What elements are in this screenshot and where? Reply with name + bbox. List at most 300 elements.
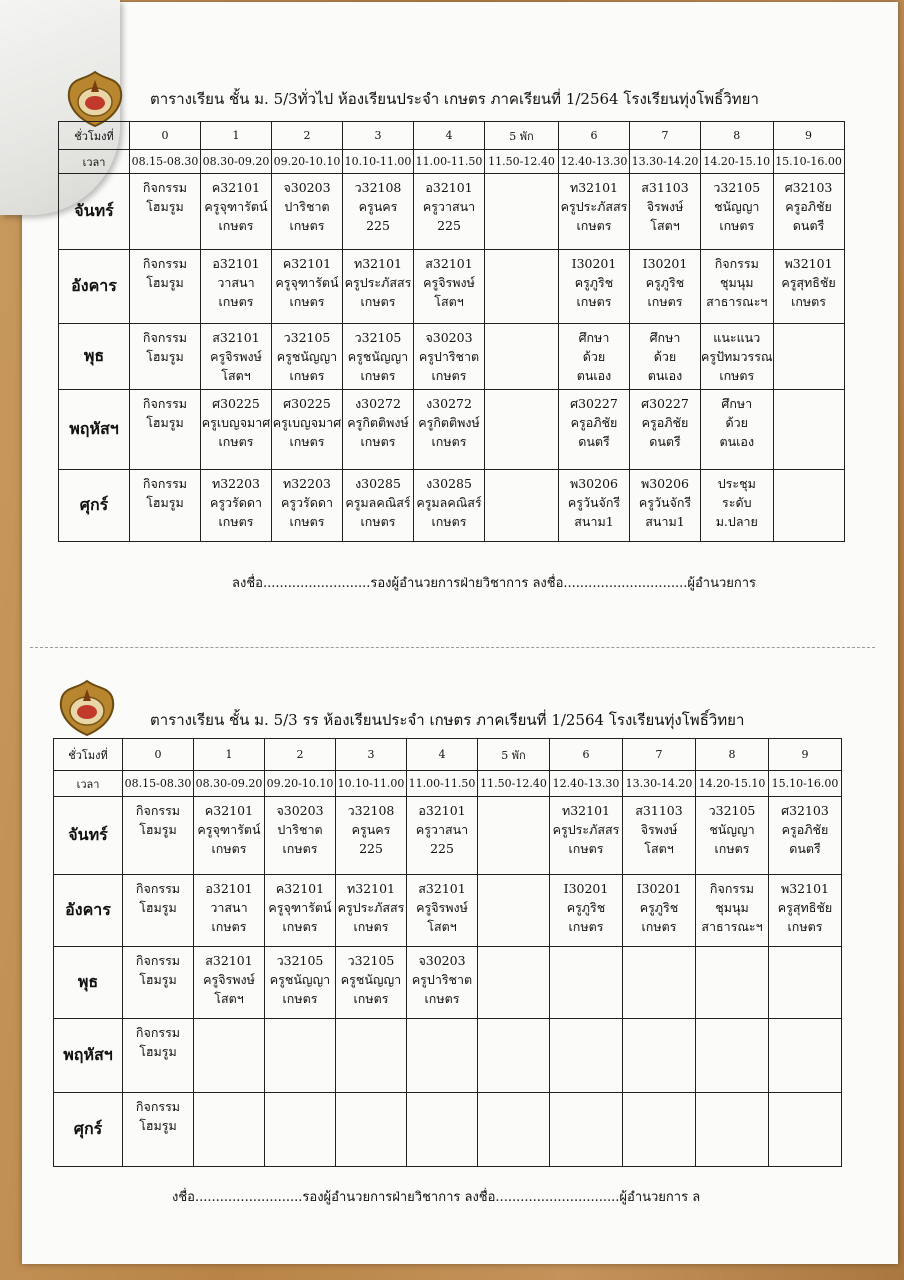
- class-cell: [272, 250, 343, 324]
- class-cell-line: ดนตรี: [578, 434, 610, 449]
- class-cell: [130, 250, 201, 324]
- time-slot-cell: 13.30-14.20: [623, 771, 696, 797]
- class-cell: [550, 947, 623, 1019]
- class-cell-line: โสตฯ: [221, 368, 251, 383]
- period-number-cell: 7: [630, 122, 701, 150]
- class-cell-line: ม.ปลาย: [715, 514, 758, 529]
- class-cell-line: วาสนา: [210, 900, 248, 915]
- class-cell: [265, 875, 336, 947]
- day-name-cell: จันทร์: [54, 797, 123, 875]
- day-name-cell: จันทร์: [59, 174, 130, 250]
- class-cell-line: ครูจุฑารัตน์: [197, 822, 261, 837]
- class-cell: [559, 390, 630, 470]
- class-cell-line: สนาม1: [645, 514, 685, 529]
- class-cell: [559, 250, 630, 324]
- day-row: [54, 875, 842, 947]
- class-cell: [265, 797, 336, 875]
- class-cell-line: เกษตร: [576, 294, 612, 309]
- period-number-cell: 5 พัก: [485, 122, 559, 150]
- class-cell-line: กิจกรรม: [135, 1099, 181, 1114]
- class-cell-line: ศ30225: [283, 396, 331, 411]
- class-cell-line: ครูอภิชัย: [781, 822, 829, 837]
- class-cell-line: I30201: [563, 881, 609, 896]
- class-cell-line: อ32101: [212, 256, 260, 271]
- period-number-cell: 4: [414, 122, 485, 150]
- class-cell-line: ว32105: [276, 953, 324, 968]
- class-cell-line: ครูเบญจมาศ: [272, 415, 342, 430]
- time-slot-cell: 11.00-11.50: [407, 771, 478, 797]
- class-cell-line: ท32203: [282, 476, 331, 491]
- class-cell: [701, 324, 774, 390]
- class-cell-line: พ30206: [569, 476, 618, 491]
- class-cell-line: ง30272: [355, 396, 401, 411]
- time-row: [54, 771, 842, 797]
- class-cell: [407, 797, 478, 875]
- class-cell: [485, 324, 559, 390]
- class-cell: [485, 470, 559, 542]
- class-cell: [201, 250, 272, 324]
- class-cell-line: กิจกรรม: [135, 803, 181, 818]
- class-cell-line: ครูชนัญญา: [276, 349, 338, 364]
- class-cell-line: โสตฯ: [434, 294, 464, 309]
- class-cell-line: ครูสุทธิชัย: [777, 900, 833, 915]
- timetable-title: ตารางเรียน ชั้น ม. 5/3 รร ห้องเรียนประจำ เกษตร ภาคเรียนที่ 1/2564 โรงเรียนทุ่งโพธิ์วิทยา: [150, 711, 745, 729]
- period-number-cell: 8: [701, 122, 774, 150]
- class-cell: [343, 470, 414, 542]
- class-cell-line: ครูนคร: [358, 199, 398, 214]
- class-cell: [478, 947, 550, 1019]
- class-cell-line: โสตฯ: [644, 841, 674, 856]
- class-cell: [559, 470, 630, 542]
- class-cell-line: ครูภูริช: [639, 900, 679, 915]
- class-cell: [485, 174, 559, 250]
- class-cell: [407, 1019, 478, 1093]
- time-slot-cell: 11.50-12.40: [485, 150, 559, 174]
- day-name-cell: พฤหัสฯ: [59, 390, 130, 470]
- class-cell-line: ตนเอง: [719, 434, 755, 449]
- class-cell-line: กิจกรรม: [135, 953, 181, 968]
- class-cell: [701, 470, 774, 542]
- class-cell: [123, 1093, 194, 1167]
- class-cell-line: ครูวันจักรี: [638, 495, 692, 510]
- class-cell-line: 225: [366, 218, 390, 233]
- class-cell-line: ค32101: [211, 180, 261, 195]
- class-cell-line: ท32101: [346, 881, 395, 896]
- class-cell-line: กิจกรรม: [135, 1025, 181, 1040]
- class-cell-line: ว32105: [708, 803, 756, 818]
- class-cell: [701, 174, 774, 250]
- day-row: [54, 797, 842, 875]
- class-cell-line: ศ30225: [212, 396, 260, 411]
- time-slot-cell: 14.20-15.10: [696, 771, 769, 797]
- class-cell-line: โฮมรูม: [146, 495, 184, 510]
- class-cell-line: ว32105: [354, 330, 402, 345]
- class-cell-line: 225: [437, 218, 461, 233]
- class-cell: [407, 947, 478, 1019]
- period-header-row: [59, 122, 845, 150]
- class-cell: [407, 1093, 478, 1167]
- class-cell-line: ว32105: [713, 180, 761, 195]
- class-cell-line: เกษตร: [714, 841, 750, 856]
- class-cell: [265, 1019, 336, 1093]
- time-label-cell: เวลา: [54, 771, 123, 797]
- class-cell: [414, 250, 485, 324]
- class-cell: [696, 947, 769, 1019]
- class-cell-line: เกษตร: [211, 841, 247, 856]
- class-cell-line: วาสนา: [217, 275, 255, 290]
- class-cell-line: ศ30227: [641, 396, 689, 411]
- class-cell-line: โฮมรูม: [146, 349, 184, 364]
- class-cell-line: พ30206: [640, 476, 689, 491]
- period-number-cell: 9: [773, 122, 844, 150]
- day-name-cell: พุธ: [59, 324, 130, 390]
- day-name-cell: อังคาร: [54, 875, 123, 947]
- class-cell-line: I30201: [642, 256, 688, 271]
- class-cell: [701, 250, 774, 324]
- class-cell-line: ส32101: [212, 330, 260, 345]
- class-cell-line: ครูปาริชาต: [411, 972, 473, 987]
- class-cell-line: ด้วย: [582, 349, 606, 364]
- class-cell-line: เกษตร: [353, 991, 389, 1006]
- class-cell-line: ศึกษา: [721, 396, 753, 411]
- time-slot-cell: 12.40-13.30: [550, 771, 623, 797]
- time-slot-cell: 08.30-09.20: [201, 150, 272, 174]
- day-name-cell: พฤหัสฯ: [54, 1019, 123, 1093]
- class-cell-line: จ30203: [418, 953, 466, 968]
- class-cell-line: ท32101: [569, 180, 618, 195]
- class-cell: [769, 947, 842, 1019]
- school-emblem-icon: [58, 679, 116, 737]
- time-slot-cell: 15.10-16.00: [769, 771, 842, 797]
- class-cell-line: ส32101: [418, 881, 466, 896]
- class-cell-line: ครูประภัสสร: [560, 199, 628, 214]
- class-cell-line: ครูวาสนา: [422, 199, 476, 214]
- period-number-cell: 3: [336, 739, 407, 771]
- class-cell-line: ครูวรัดดา: [280, 495, 334, 510]
- class-cell-line: จ30203: [276, 803, 324, 818]
- class-cell-line: เกษตร: [719, 218, 755, 233]
- class-cell-line: สาธารณะฯ: [706, 294, 768, 309]
- class-cell-line: ครูมลคณิสร์: [416, 495, 482, 510]
- class-cell: [485, 250, 559, 324]
- class-cell-line: ดนตรี: [792, 218, 825, 233]
- class-cell-line: ครูสุทธิชัย: [781, 275, 836, 290]
- period-number-cell: 6: [559, 122, 630, 150]
- class-cell-line: ครูวันจักรี: [567, 495, 621, 510]
- class-cell-line: ดนตรี: [789, 841, 821, 856]
- class-cell-line: ง30272: [426, 396, 472, 411]
- class-cell: [630, 250, 701, 324]
- class-cell: [623, 875, 696, 947]
- period-number-cell: 1: [201, 122, 272, 150]
- class-cell: [478, 1019, 550, 1093]
- class-cell-line: จิรพงษ์: [646, 199, 684, 214]
- class-cell-line: ครูภูริช: [645, 275, 685, 290]
- class-cell: [559, 324, 630, 390]
- class-cell-line: ตนเอง: [576, 368, 612, 383]
- class-cell-line: เกษตร: [218, 218, 254, 233]
- time-slot-cell: 15.10-16.00: [773, 150, 844, 174]
- class-cell-line: ครูจุฑารัตน์: [268, 900, 332, 915]
- class-cell-line: ครูอภิชัย: [641, 415, 689, 430]
- class-cell-line: เกษตร: [282, 991, 318, 1006]
- period-number-cell: 2: [272, 122, 343, 150]
- class-cell-line: ครูกิตติพงษ์: [347, 415, 409, 430]
- day-row: [59, 174, 845, 250]
- timetable-title: ตารางเรียน ชั้น ม. 5/3ทั่วไป ห้องเรียนประจำ เกษตร ภาคเรียนที่ 1/2564 โรงเรียนทุ่งโพธิ์วิทยา: [150, 90, 759, 108]
- class-cell-line: เกษตร: [218, 294, 254, 309]
- class-cell-line: โฮมรูม: [146, 415, 184, 430]
- class-cell-line: โฮมรูม: [139, 900, 177, 915]
- class-cell-line: เกษตร: [568, 841, 604, 856]
- time-slot-cell: 08.30-09.20: [194, 771, 265, 797]
- class-cell-line: ตนเอง: [647, 368, 683, 383]
- class-cell-line: ครูจิรพงษ์: [423, 275, 475, 290]
- class-cell: [265, 1093, 336, 1167]
- class-cell: [630, 174, 701, 250]
- period-number-cell: 4: [407, 739, 478, 771]
- class-cell-line: เกษตร: [360, 434, 396, 449]
- class-cell: [123, 947, 194, 1019]
- class-cell: [343, 324, 414, 390]
- class-cell: [123, 875, 194, 947]
- class-cell-line: โฮมรูม: [146, 199, 184, 214]
- class-cell-line: เกษตร: [353, 919, 389, 934]
- class-cell-line: ศึกษา: [578, 330, 610, 345]
- class-cell: [696, 797, 769, 875]
- class-cell-line: ปาริชาต: [277, 822, 323, 837]
- period-number-cell: 7: [623, 739, 696, 771]
- class-cell-line: ชนัญญา: [709, 822, 755, 837]
- day-name-cell: ศุกร์: [59, 470, 130, 542]
- time-slot-cell: 11.00-11.50: [414, 150, 485, 174]
- time-slot-cell: 09.20-10.10: [265, 771, 336, 797]
- class-cell-line: I30201: [571, 256, 617, 271]
- class-cell-line: กิจกรรม: [142, 476, 188, 491]
- class-cell-line: แนะแนว: [713, 330, 761, 345]
- day-row: [54, 1019, 842, 1093]
- class-cell-line: กิจกรรม: [142, 256, 188, 271]
- class-cell-line: พ32101: [780, 881, 829, 896]
- class-cell: [194, 797, 265, 875]
- class-cell: [550, 875, 623, 947]
- class-cell: [623, 797, 696, 875]
- class-cell-line: ครูมลคณิสร์: [345, 495, 411, 510]
- class-cell-line: ดนตรี: [649, 434, 681, 449]
- class-cell: [201, 324, 272, 390]
- class-cell-line: ครูชนัญญา: [269, 972, 331, 987]
- class-cell-line: เกษตร: [719, 368, 755, 383]
- period-label-cell: ชั่วโมงที่: [54, 739, 123, 771]
- time-slot-cell: 08.15-08.30: [130, 150, 201, 174]
- class-cell-line: ศ32103: [784, 180, 833, 195]
- class-cell-line: ง30285: [426, 476, 472, 491]
- class-cell-line: ชุมนุม: [715, 900, 749, 915]
- class-cell-line: ท32101: [561, 803, 610, 818]
- class-cell-line: ครูจิรพงษ์: [416, 900, 468, 915]
- class-cell-line: ครูกิตติพงษ์: [418, 415, 480, 430]
- class-cell-line: ครูชนัญญา: [347, 349, 409, 364]
- class-cell: [623, 1019, 696, 1093]
- class-cell-line: ครูภูริช: [566, 900, 606, 915]
- class-cell: [630, 470, 701, 542]
- class-cell: [272, 470, 343, 542]
- period-label-cell: ชั่วโมงที่: [59, 122, 130, 150]
- class-cell-line: ครูนคร: [351, 822, 391, 837]
- class-cell: [485, 390, 559, 470]
- class-cell: [130, 324, 201, 390]
- class-cell-line: เกษตร: [360, 368, 396, 383]
- cut-line: [30, 647, 875, 648]
- day-row: [54, 947, 842, 1019]
- class-cell: [630, 324, 701, 390]
- class-cell-line: อ32101: [205, 881, 253, 896]
- class-cell: [272, 390, 343, 470]
- class-cell-line: ศ32103: [781, 803, 829, 818]
- class-cell: [414, 324, 485, 390]
- class-cell: [336, 797, 407, 875]
- time-slot-cell: 13.30-14.20: [630, 150, 701, 174]
- class-cell: [701, 390, 774, 470]
- class-cell: [201, 470, 272, 542]
- class-cell: [769, 1019, 842, 1093]
- class-cell: [623, 1093, 696, 1167]
- class-cell: [630, 390, 701, 470]
- time-row: [59, 150, 845, 174]
- class-cell-line: ชุมนุม: [720, 275, 754, 290]
- class-cell-line: ครูอภิชัย: [570, 415, 618, 430]
- time-slot-cell: 14.20-15.10: [701, 150, 774, 174]
- period-number-cell: 8: [696, 739, 769, 771]
- class-cell-line: ครูจิรพงษ์: [210, 349, 262, 364]
- class-cell-line: พ32101: [784, 256, 833, 271]
- class-cell-line: เกษตร: [289, 514, 325, 529]
- class-cell: [201, 174, 272, 250]
- class-cell-line: ท32101: [353, 256, 402, 271]
- class-cell: [769, 875, 842, 947]
- class-cell-line: ชนัญญา: [714, 199, 760, 214]
- class-cell-line: I30201: [636, 881, 682, 896]
- day-name-cell: อังคาร: [59, 250, 130, 324]
- class-cell: [130, 390, 201, 470]
- class-cell-line: ครูประภัสสร: [344, 275, 412, 290]
- day-row: [59, 390, 845, 470]
- class-cell-line: ว32105: [347, 953, 395, 968]
- class-cell-line: โฮมรูม: [139, 1044, 177, 1059]
- day-row: [59, 470, 845, 542]
- class-cell-line: ค32101: [204, 803, 254, 818]
- class-cell-line: เกษตร: [431, 514, 467, 529]
- class-cell-line: เกษตร: [360, 514, 396, 529]
- class-cell-line: กิจกรรม: [142, 396, 188, 411]
- class-cell-line: ครูจิรพงษ์: [203, 972, 255, 987]
- class-cell-line: เกษตร: [431, 434, 467, 449]
- class-cell-line: เกษตร: [641, 919, 677, 934]
- class-cell: [407, 875, 478, 947]
- class-cell-line: สนาม1: [574, 514, 614, 529]
- class-cell-line: ระดับ: [722, 495, 752, 510]
- class-cell-line: เกษตร: [282, 919, 318, 934]
- class-cell-line: ครูปาริชาต: [418, 349, 480, 364]
- class-cell-line: ด้วย: [653, 349, 677, 364]
- class-cell: [194, 875, 265, 947]
- class-cell-line: กิจกรรม: [142, 330, 188, 345]
- class-cell-line: เกษตร: [289, 218, 325, 233]
- class-cell-line: อ32101: [425, 180, 473, 195]
- class-cell-line: ครูประภัสสร: [337, 900, 405, 915]
- class-cell-line: จ30203: [425, 330, 473, 345]
- class-cell: [272, 324, 343, 390]
- class-cell-line: เกษตร: [647, 294, 683, 309]
- class-cell: [773, 174, 844, 250]
- class-cell-line: ครูประภัสสร: [552, 822, 620, 837]
- time-slot-cell: 10.10-11.00: [336, 771, 407, 797]
- day-name-cell: พุธ: [54, 947, 123, 1019]
- day-row: [54, 1093, 842, 1167]
- class-cell: [478, 875, 550, 947]
- class-cell: [343, 250, 414, 324]
- timetable-grid: [58, 121, 845, 542]
- class-cell-line: ศ30227: [570, 396, 618, 411]
- class-cell-line: ด้วย: [725, 415, 748, 430]
- class-cell-line: ครูภูริช: [574, 275, 614, 290]
- class-cell-line: 225: [430, 841, 454, 856]
- class-cell: [265, 947, 336, 1019]
- day-row: [59, 250, 845, 324]
- day-row: [59, 324, 845, 390]
- class-cell: [696, 1019, 769, 1093]
- time-slot-cell: 12.40-13.30: [559, 150, 630, 174]
- class-cell-line: จ30203: [283, 180, 331, 195]
- period-number-cell: 0: [123, 739, 194, 771]
- class-cell: [336, 947, 407, 1019]
- period-number-cell: 5 พัก: [478, 739, 550, 771]
- class-cell-line: ปาริชาต: [284, 199, 330, 214]
- class-cell-line: อ32101: [418, 803, 466, 818]
- class-cell: [769, 797, 842, 875]
- class-cell-line: เกษตร: [568, 919, 604, 934]
- class-cell-line: โฮมรูม: [146, 275, 184, 290]
- class-cell: [130, 174, 201, 250]
- class-cell: [550, 1019, 623, 1093]
- period-number-cell: 1: [194, 739, 265, 771]
- class-cell-line: เกษตร: [218, 514, 254, 529]
- class-cell: [559, 174, 630, 250]
- class-cell: [194, 1019, 265, 1093]
- class-cell: [343, 174, 414, 250]
- class-cell: [194, 1093, 265, 1167]
- class-cell: [194, 947, 265, 1019]
- class-cell-line: ครูชนัญญา: [340, 972, 402, 987]
- class-cell-line: กิจกรรม: [709, 881, 755, 896]
- class-cell-line: ส31103: [641, 180, 689, 195]
- class-cell: [550, 1093, 623, 1167]
- class-cell-line: สาธารณะฯ: [701, 919, 763, 934]
- class-cell-line: ประชุม: [717, 476, 756, 491]
- class-cell: [336, 1019, 407, 1093]
- class-cell-line: ว32108: [347, 803, 395, 818]
- class-cell-line: โฮมรูม: [139, 822, 177, 837]
- class-cell-line: ว32108: [354, 180, 402, 195]
- class-cell: [696, 875, 769, 947]
- class-cell: [773, 390, 844, 470]
- signature-line: งชื่อ..........................รองผู้อำนวยการฝ่ายวิชาการ ลงชื่อ..............................ผู้อำนวยการ ล: [172, 1190, 701, 1205]
- class-cell: [336, 875, 407, 947]
- class-cell-line: ค32101: [275, 881, 325, 896]
- class-cell-line: 225: [359, 841, 383, 856]
- class-cell-line: เกษตร: [218, 434, 254, 449]
- period-number-cell: 6: [550, 739, 623, 771]
